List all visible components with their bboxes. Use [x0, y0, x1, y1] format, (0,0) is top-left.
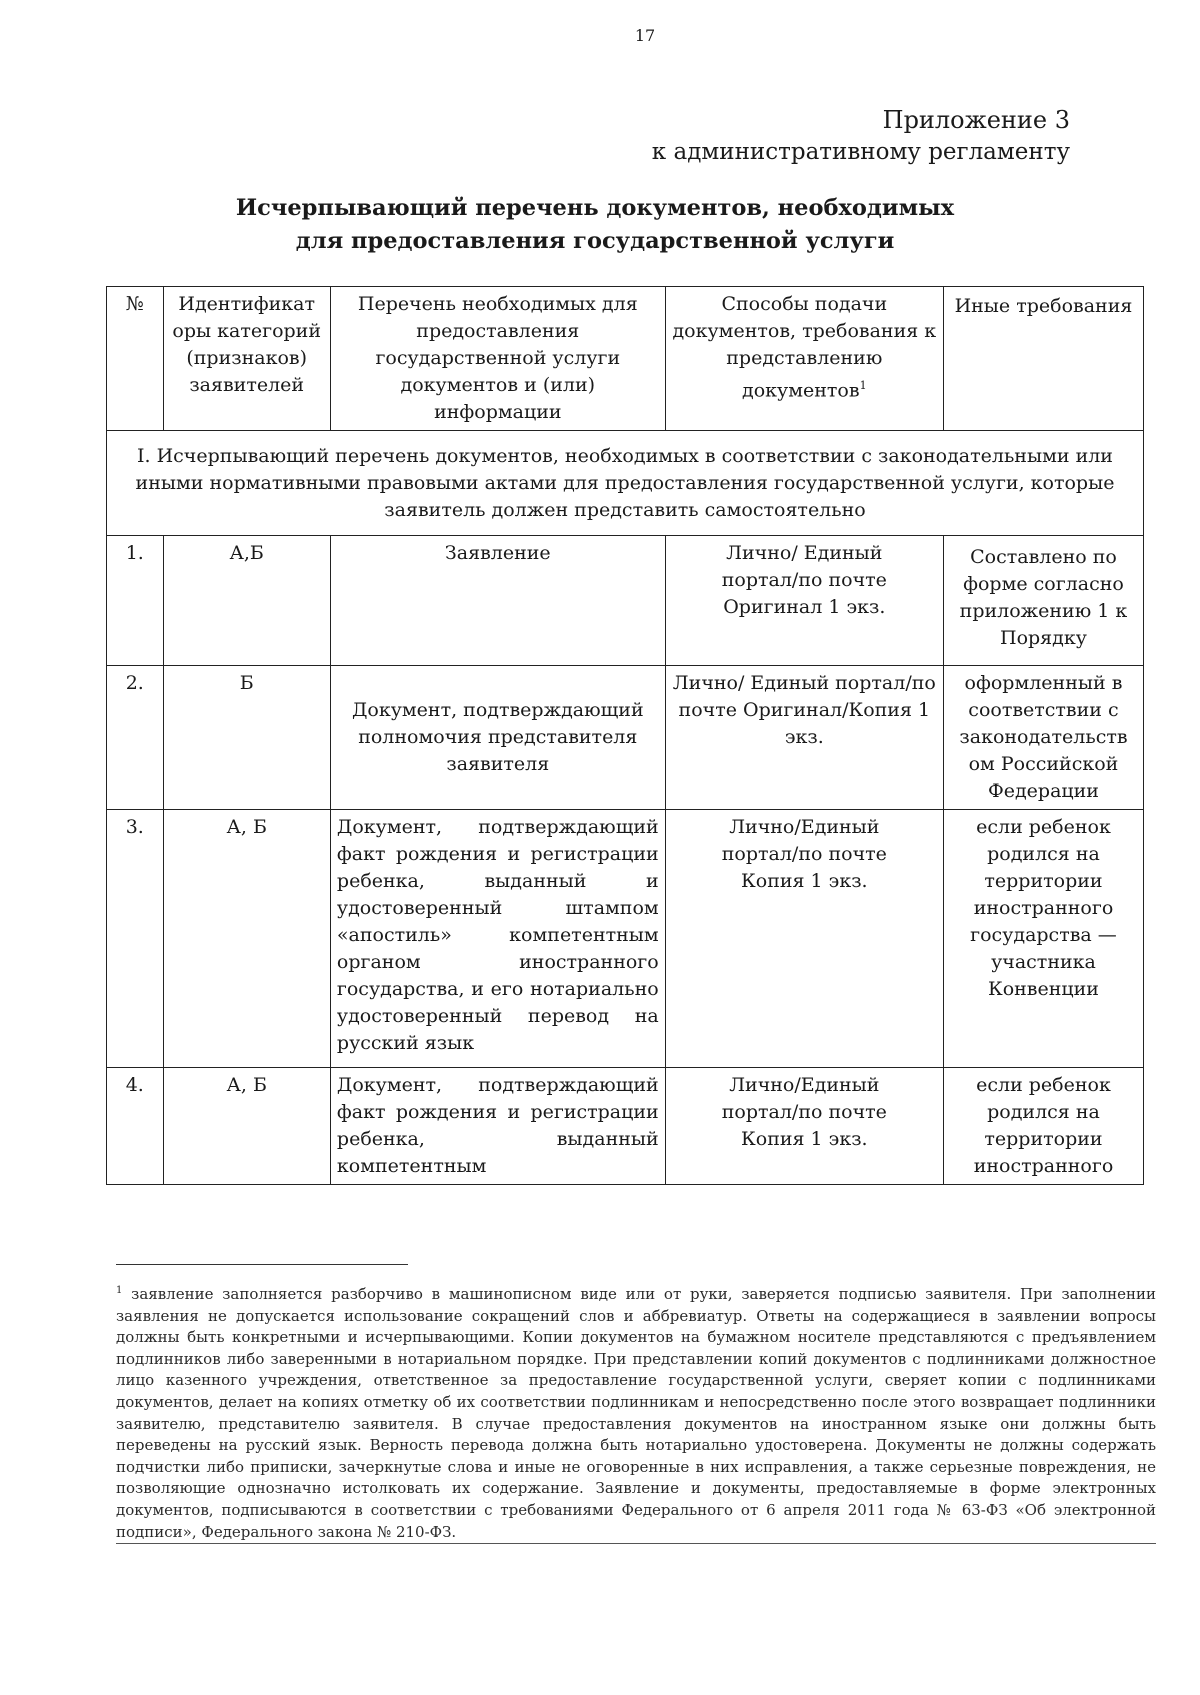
row-1-document: Заявление: [330, 536, 665, 666]
row-1-other: Составлено по форме согласно приложению 1 к Порядку: [943, 536, 1143, 666]
appendix-line-1: Приложение 3: [882, 106, 1070, 134]
appendix-block: [652, 104, 1070, 168]
row-4-num: 4.: [107, 1068, 164, 1185]
row-2-document: Документ, подтверждающий полномочия представителя заявителя: [330, 666, 665, 810]
header-documents: Перечень необходимых для предоставления государственной услуги документов и (или) информации: [330, 287, 665, 431]
document-title: [180, 192, 1010, 258]
row-2-num: 2.: [107, 666, 164, 810]
section-row: [107, 431, 1144, 536]
footnote: [116, 1280, 1156, 1543]
table-header-row: [107, 287, 1144, 431]
page-number: 17: [634, 26, 656, 45]
row-2-other: оформленный в соответствии с законодательств ом Российской Федерации: [943, 666, 1143, 810]
bottom-rule: [116, 1543, 1156, 1544]
table-row: [107, 810, 1144, 1068]
appendix-line-2: к административному регламенту: [651, 139, 1070, 165]
footnote-separator: [116, 1264, 408, 1265]
header-num: №: [107, 287, 164, 431]
row-3-other: если ребенок родился на территории иностранного государства — участника Конвенции: [943, 810, 1143, 1068]
title-line-2: для предоставления государственной услуги: [295, 228, 895, 254]
row-3-document: Документ, подтверждающий факт рождения и регистрации ребенка, выданный и удостоверенный штампом «апостиль» компетентным органом иностранного государства, и его нотариально удостоверенный перевод на русский язык: [330, 810, 665, 1068]
row-3-categories: А, Б: [163, 810, 330, 1068]
row-4-document: Документ, подтверждающий факт рождения и регистрации ребенка, выданный компетентным: [330, 1068, 665, 1185]
row-2-methods: Лично/ Единый портал/по почте Оригинал/Копия 1 экз.: [665, 666, 943, 810]
row-3-methods: Лично/Единый портал/по почте Копия 1 экз.: [665, 810, 943, 1068]
row-1-categories: А,Б: [163, 536, 330, 666]
row-2-categories: Б: [163, 666, 330, 810]
row-1-num: 1.: [107, 536, 164, 666]
header-methods-text: Способы подачи документов, требования к представлению документов: [672, 293, 937, 402]
footnote-ref: 1: [859, 379, 867, 392]
table-row: [107, 666, 1144, 810]
documents-table: [106, 286, 1144, 1185]
table-row: [107, 1068, 1144, 1185]
footnote-text: заявление заполняется разборчиво в машинописном виде или от руки, заверяется подписью заявителя. При заполнении заявления не допускается использование сокращений слов и аббревиатур. Ответы на содержащиеся в заявлении вопросы должны быть конкретными и исчерпывающими. Копии документов на бумажном носителе представляются с предъявлением подлинников либо заверенными в нотариальном порядке. При представлении копий документов с подлинниками должностное лицо казенного учреждения, ответственное за предоставление государственной услуги, сверяет копии с подлинниками документов, делает на копиях отметку об их соответствии подлинникам и непосредственно после этого возвращает подлинники заявителю, представителю заявителя. В случае предоставления документов на иностранном языке они должны быть переведены на русский язык. Верность перевода должна быть нотариально удостоверена. Документы не должны содержать подчистки либо приписки, зачеркнутые слова и иные не оговоренные в них исправления, а также серьезные повреждения, не позволяющие однозначно истолковать их содержание. Заявление и документы, предоставляемые в форме электронных документов, подписываются в соответствии с требованиями Федерального от 6 апреля 2011 года № 63-ФЗ «Об электронной подписи», Федерального закона № 210-ФЗ.: [116, 1285, 1156, 1541]
row-3-num: 3.: [107, 810, 164, 1068]
row-4-methods: Лично/Единый портал/по почте Копия 1 экз.: [665, 1068, 943, 1185]
header-methods: [665, 287, 943, 431]
row-4-categories: А, Б: [163, 1068, 330, 1185]
row-4-other: если ребенок родился на территории иностранного: [943, 1068, 1143, 1185]
title-line-1: Исчерпывающий перечень документов, необходимых: [235, 195, 955, 221]
footnote-mark: 1: [116, 1285, 123, 1296]
header-categories: Идентификат оры категорий (признаков) заявителей: [163, 287, 330, 431]
header-other: Иные требования: [943, 287, 1143, 431]
section-heading: I. Исчерпывающий перечень документов, необходимых в соответствии с законодательными или иными нормативными правовыми актами для предоставления государственной услуги, которые заявитель должен представить самостоятельно: [107, 431, 1144, 536]
table-row: [107, 536, 1144, 666]
row-1-methods: Лично/ Единый портал/по почте Оригинал 1 экз.: [665, 536, 943, 666]
